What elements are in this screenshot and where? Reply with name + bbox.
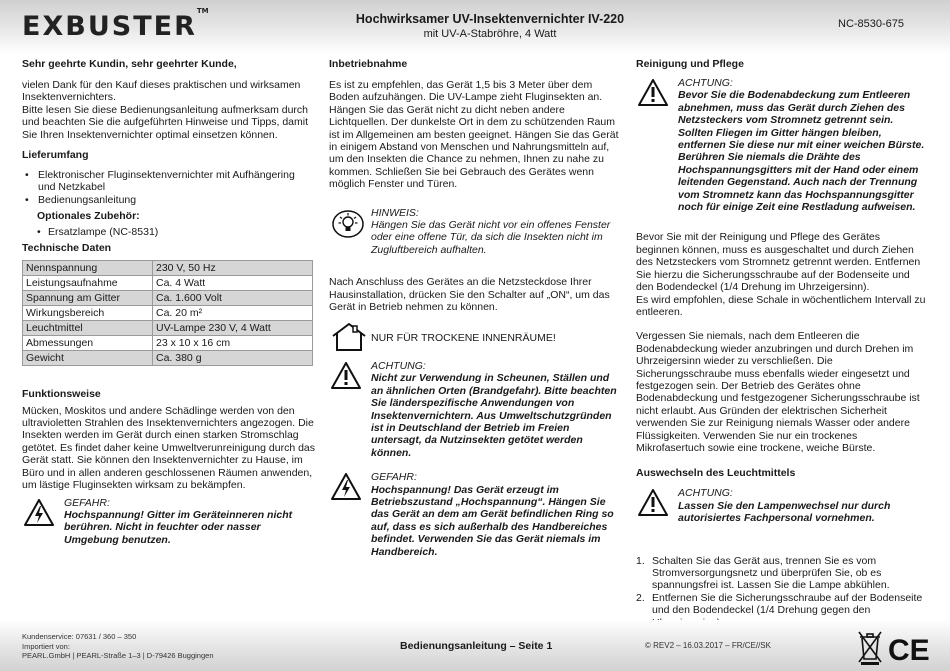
list-item: • Elektronischer Fluginsektenvernichter mit Aufhängering und Netzkabel xyxy=(22,169,315,194)
warning-icon xyxy=(638,79,668,109)
indoor-note xyxy=(329,330,619,344)
attention-text: Bevor Sie die Bodenabdeckung zum Entleeren abnehmen, muss das Gerät durch Ziehen des Netzsteckers vom Stromnetz getrennt sein. Sollten Fliegen im Gitter hängen bleiben, entfernen Sie diese nur mit einer weichen Bürste. Berühren Sie niemals die Drähte des Hochspannungsgitters mit der Hand oder einem leitenden Gegenstand. Auch nach der Trennung vom Stromnetz kann das Hochspannungsgitter noch für einige Zeit eine Restladung aufweisen. xyxy=(678,89,925,214)
footer-contact xyxy=(22,632,214,661)
page-number: Bedienungsanleitung – Seite 1 xyxy=(400,640,553,652)
cleaning-heading: Reinigung und Pflege xyxy=(636,58,744,70)
table-row: Wirkungsbereich Ca. 20 m² xyxy=(23,305,313,320)
connect-text: Nach Anschluss des Gerätes an die Netzsteckdose Ihrer Hausinstallation, drücken Sie den Schalter auf „ON“, um das Gerät in Betrieb nehmen zu können. xyxy=(329,276,610,314)
danger-text: Hochspannung! Gitter im Geräteinneren nicht berühren. Nicht in feuchter oder nasser Umgebung benutzen. xyxy=(64,508,293,546)
document-subtitle: mit UV-A-Stabröhre, 4 Watt xyxy=(423,28,557,40)
brand-logo: EXBUSTER™ xyxy=(22,7,209,42)
high-voltage-warning-icon xyxy=(24,499,54,529)
tech-heading: Technische Daten xyxy=(22,241,112,254)
attention-title: ACHTUNG: xyxy=(678,77,733,89)
high-voltage-warning-icon xyxy=(331,473,361,503)
list-item: 2. Entfernen Sie die Sicherungsschraube auf der Bodenseite und den Bodendeckel (1/4 Drehung gegen den xyxy=(636,591,923,617)
ce-mark-icon: CE xyxy=(888,634,929,666)
title-block xyxy=(300,12,680,42)
column-1 xyxy=(22,56,315,546)
intro-text-2: Bitte lesen Sie diese Bedienungsanleitung aufmerksam durch und beachten Sie die aufgeführten Hinweise und Tipps, damit Sie Ihren Insektenvernichter optimal einsetzen können. xyxy=(22,103,309,141)
hint-title: HINWEIS: xyxy=(371,206,419,219)
danger-note xyxy=(329,471,619,558)
cleaning-text-3: Vergessen Sie niemals, nach dem Entleeren die Bodenabdeckung wieder anzubringen und durch Drehen im Uhrzeigersinn wieder zu verschließen. Die Sicherungsschraube muss ebenfalls wieder eingesetzt und festgezogen sein. Der Betrieb des Gerätes ohne Bodenabdeckung und festgezogener Sicherungsschraube ist nicht erlaubt. Aus Gründen der elektrischen Sicherheit verwenden Sie zur Reinigung niemals Wasser oder andere Flüssigkeiten. Verwenden Sie nur ein trockenes Mikrofasertuch sowie eine trockene, weiche Bürste. xyxy=(636,330,920,454)
cleaning-text-2: Es wird empfohlen, diese Schale in wöchentlichem Intervall zu entleeren. xyxy=(636,293,926,318)
list-item: • Ersatzlampe (NC-8531) xyxy=(34,226,315,238)
optional-heading: Optionales Zubehör: xyxy=(37,210,140,223)
cleaning-text: Bevor Sie mit der Reinigung und Pflege des Gerätes beginnen können, muss es ausgeschaltet und durch Ziehen des Netzsteckers vom Stromnetz getrennt werden. Entfernen Sie hierzu die Sicherungsschraube auf der Bodenseite und den Bodendeckel (1/4 Drehung im Uhrzeigersinn). xyxy=(636,231,921,294)
table-row: Gewicht Ca. 380 g xyxy=(23,350,313,365)
hint-note xyxy=(329,207,619,257)
lightbulb-icon xyxy=(331,209,365,242)
function-text: Mücken, Moskitos und andere Schädlinge werden von den ultravioletten Strahlen des Insektenvernichters angezogen. Die Insekten werden im Gerät durch einen starken Stromschlag getötet. Es findet daher keine Umweltverunreinigung durch das Gerät statt. Sie können den Insektenvernichter zu Hause, im Büro und in allen anderen geschlossenen Räumen anwenden, um lästige Fluginsekten wirksam zu bekämpfen. xyxy=(22,404,316,492)
list-item: • Bedienungsanleitung xyxy=(22,194,315,206)
function-heading: Funktionsweise xyxy=(22,387,101,400)
warning-icon xyxy=(638,489,668,519)
intro-text: vielen Dank für den Kauf dieses praktischen und wirksamen Insektenvernichters. xyxy=(22,79,301,104)
table-row: Spannung am Gitter Ca. 1.600 Volt xyxy=(23,290,313,305)
lamp-steps xyxy=(636,555,926,629)
delivery-list xyxy=(22,169,315,206)
customer-service: Kundenservice: 07631 / 360 – 350 xyxy=(22,632,137,641)
revision-info: © REV2 – 16.03.2017 – FR/CE//SK xyxy=(645,641,771,650)
spec-table xyxy=(22,260,313,366)
importer-address: PEARL.GmbH | PEARL-Straße 1–3 | D-79426 Buggingen xyxy=(22,651,214,660)
column-2 xyxy=(329,56,619,558)
greeting: Sehr geehrte Kundin, sehr geehrter Kunde, xyxy=(22,58,237,70)
compliance-marks xyxy=(857,630,929,671)
document-title: Hochwirksamer UV-Insektenvernichter IV-220 xyxy=(355,12,625,26)
lamp-attention-note xyxy=(636,487,926,524)
table-row: Abmessungen 23 x 10 x 16 cm xyxy=(23,335,313,350)
attention-text: Lassen Sie den Lampenwechsel nur durch autorisiertes Fachpersonal vornehmen. xyxy=(678,499,891,525)
page-header xyxy=(0,0,950,54)
column-3 xyxy=(636,56,926,629)
importer-label: Importiert von: xyxy=(22,641,70,651)
setup-text: Es ist zu empfehlen, das Gerät 1,5 bis 3 Meter über dem Boden aufzuhängen. Die UV-Lampe zieht Fluginsekten an. Hängen Sie das Gerät nicht zu dicht neben andere Lichtquellen. Der dunkelste Ort in dem zu schützenden Raum ist im Allgemeinen am besten geeignet. Hängen Sie das Gerät in einigem Abstand von Menschen und Nahrungsmitteln auf, um den Insekten die Chance zu nehmen, Ihnen zu nahe zu kommen. Schließen Sie bei Gebrauch des Gerätes wenn möglich Fenster und Türen. xyxy=(329,79,619,191)
warning-icon xyxy=(331,362,361,392)
item-number: NC-8530-675 xyxy=(838,18,905,30)
page-footer xyxy=(0,620,950,671)
danger-note xyxy=(22,497,315,547)
danger-title: GEFAHR: xyxy=(64,496,110,509)
table-row: Nennspannung 230 V, 50 Hz xyxy=(23,260,313,275)
attention-title: ACHTUNG: xyxy=(678,487,733,500)
danger-title: GEFAHR: xyxy=(371,471,417,484)
attention-title: ACHTUNG: xyxy=(371,359,426,372)
house-icon xyxy=(331,322,367,355)
hint-text: Hängen Sie das Gerät nicht vor ein offenes Fenster oder eine offene Tür, da sich die Insekten nicht im Zugluftbereich aufhalten. xyxy=(371,219,611,256)
table-row: Leistungsaufnahme Ca. 4 Watt xyxy=(23,275,313,290)
optional-list xyxy=(22,226,315,238)
danger-text: Hochspannung! Das Gerät erzeugt im Betriebszustand „Hochspannung“. Hängen Sie das Gerät an dem am Gerät befindlichen Ring so auf, dass es sich außerhalb des Handbereiches befindet. Verwenden Sie das Gerät niemals im Handbereich. xyxy=(371,483,614,558)
delivery-heading: Lieferumfang xyxy=(22,149,89,162)
table-row: Leuchtmittel UV-Lampe 230 V, 4 Watt xyxy=(23,320,313,335)
lamp-heading: Auswechseln des Leuchtmittels xyxy=(636,467,796,480)
weee-bin-icon xyxy=(857,630,929,666)
attention-text: Nicht zur Verwendung in Scheunen, Ställen und an ähnlichen Orten (Brandgefahr). Bitte beachten Sie länderspezifische Anwendungen von Insektenvernichtern. Aus Umweltschutzgründen ist in Deutschland der Betrieb im Freien untersagt, da Nutzinsekten getötet werden können. xyxy=(371,372,617,459)
list-item: 1. Schalten Sie das Gerät aus, trennen Sie es vom Stromversorgungsnetz und überprüfen Sie, ob es spannungsfrei ist. Lassen Sie die Lampe abkühlen. xyxy=(636,554,890,592)
attention-note xyxy=(329,360,619,459)
setup-heading: Inbetriebnahme xyxy=(329,58,408,70)
attention-note xyxy=(636,77,926,213)
indoor-text: NUR FÜR TROCKENE INNENRÄUME! xyxy=(371,331,556,344)
